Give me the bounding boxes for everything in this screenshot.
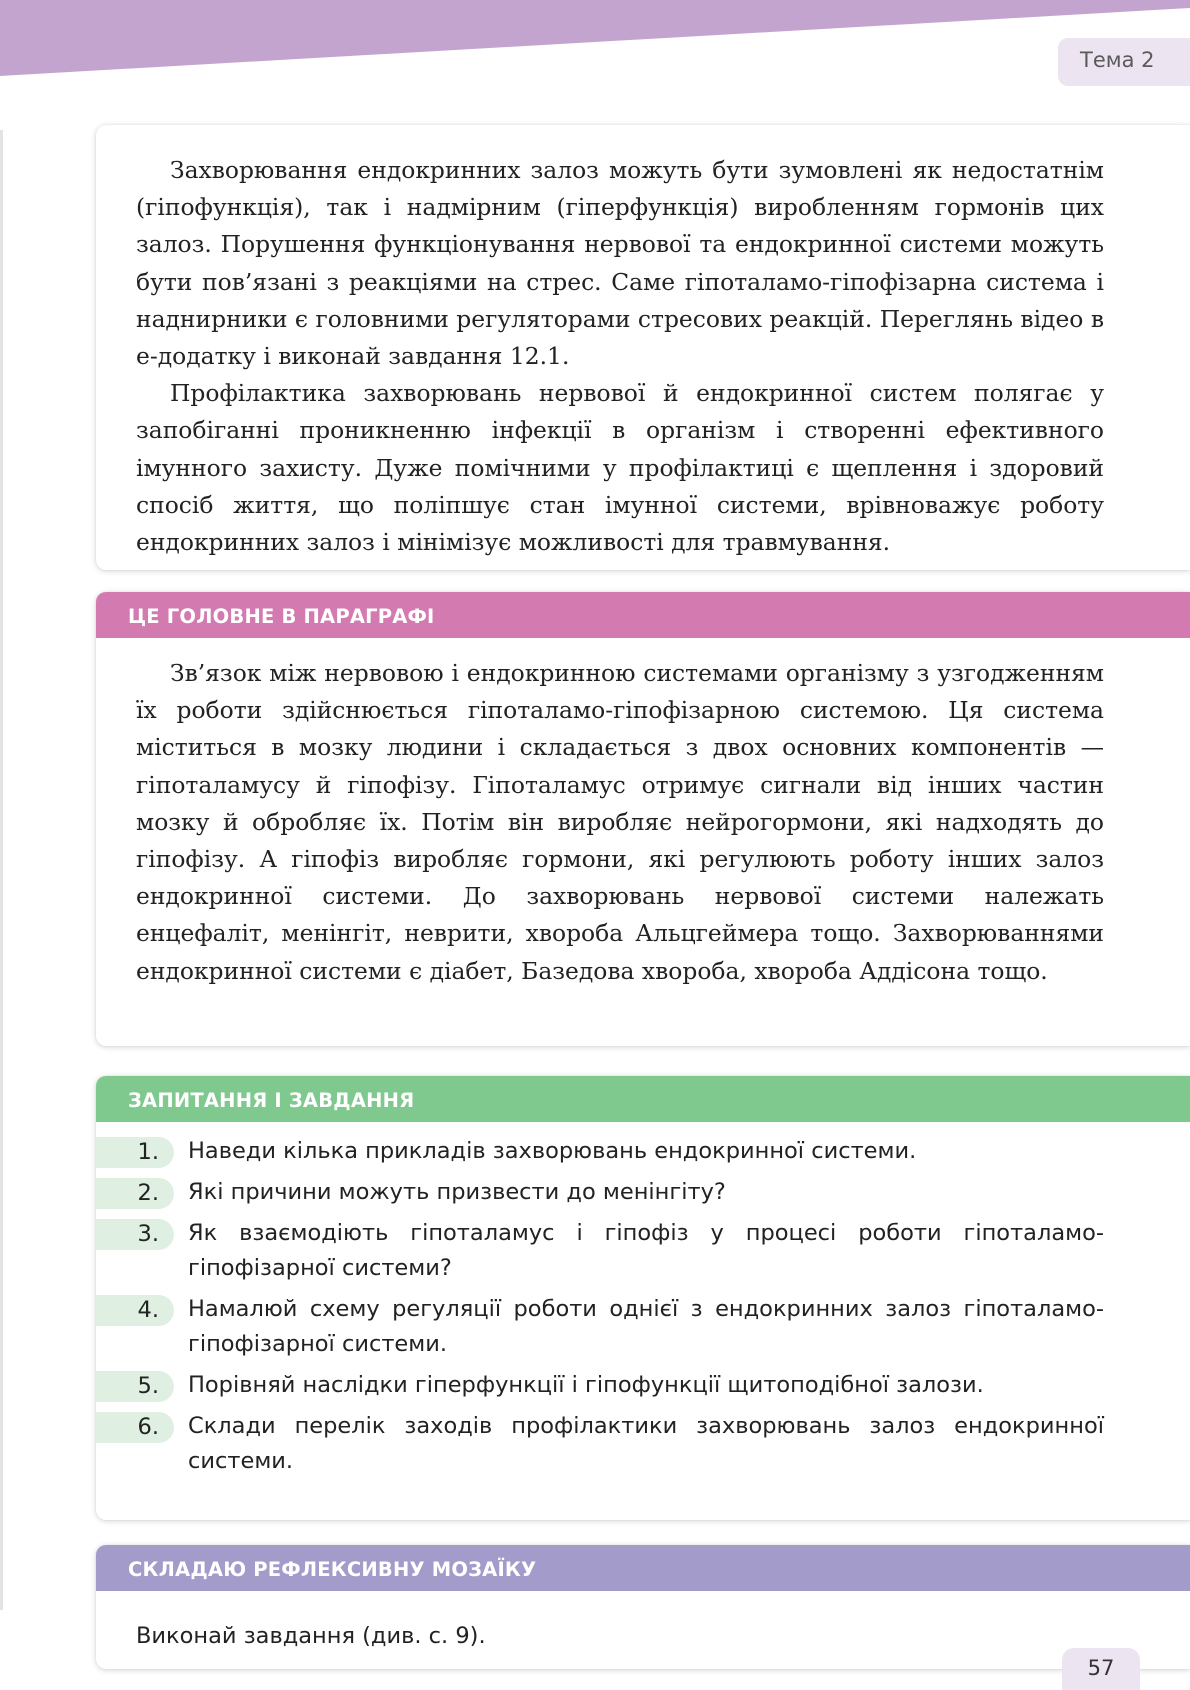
questions-card <box>96 1076 1190 1520</box>
intro-card <box>96 125 1190 570</box>
question-item <box>96 1371 1190 1406</box>
question-text: Які причини можуть призвести до менінгіту? <box>188 1179 726 1205</box>
question-number: 4. <box>96 1295 174 1326</box>
summary-paragraph: Зв’язок між нервовою і ендокринною системами організму з узгодженням їх роботи здійснюється гіпоталамо-гіпофізарною системою. Ця система міститься в мозку людини і складається з двох основних компонентів — гіпоталамусу й гіпофізу. Гіпоталамус отримує сигнали від інших частин мозку й обробляє їх. Потім він виробляє нейрогормони, які надходять до гіпофізу. А гіпофіз виробляє гормони, які регулюють роботу інших залоз ендокринної системи. До захворювань нервової системи належать енцефаліт, менінгіт, неврити, хвороба Альцгеймера тощо. Захворюваннями ендокринної системи є діабет, Базедова хвороба, хвороба Аддісона тощо. <box>136 659 1104 985</box>
intro-paragraph: Захворювання ендокринних залоз можуть бути зумовлені як недостатнім (гіпофункція), так і надмірним (гіперфункція) виробленням гормонів цих залоз. Порушення функціонування нервової та ендокринної системи можуть бути пов’язані з реакціями на стрес. Саме гіпоталамо-гіпофізарна система і наднирники є головними регуляторами стресових реакцій. Переглянь відео в е-додатку і виконай завдання 12.1. <box>136 156 1104 371</box>
intro-text <box>96 125 1190 561</box>
questions-list <box>96 1122 1190 1482</box>
question-item <box>96 1412 1190 1482</box>
question-text: Склади перелік заходів профілактики захворювань залоз ендокринної системи. <box>188 1413 1104 1474</box>
question-text: Намалюй схему регуляції роботи однієї з ендокринних залоз гіпоталамо-гіпофізарної системи. <box>188 1296 1104 1357</box>
question-item <box>96 1178 1190 1213</box>
questions-header: ЗАПИТАННЯ І ЗАВДАННЯ <box>96 1076 1190 1122</box>
question-text: Порівняй наслідки гіперфункції і гіпофункції щитоподібної залози. <box>188 1372 984 1398</box>
question-number: 3. <box>96 1219 174 1250</box>
summary-header: ЦЕ ГОЛОВНЕ В ПАРАГРАФІ <box>96 592 1190 638</box>
question-text: Як взаємодіють гіпоталамус і гіпофіз у процесі роботи гіпоталамо-гіпофізарної системи? <box>188 1220 1104 1281</box>
page-number-label: 57 <box>1087 1656 1115 1680</box>
question-number: 5. <box>96 1371 174 1402</box>
question-number: 2. <box>96 1178 174 1209</box>
page-number <box>1062 1648 1140 1690</box>
question-number: 1. <box>96 1137 174 1168</box>
left-margin-rule <box>0 130 3 1610</box>
question-item <box>96 1295 1190 1365</box>
summary-text <box>96 638 1190 990</box>
question-number: 6. <box>96 1412 174 1443</box>
question-item <box>96 1137 1190 1172</box>
summary-card <box>96 592 1190 1046</box>
question-item <box>96 1219 1190 1289</box>
reflexive-card <box>96 1545 1190 1669</box>
topic-tab <box>1058 38 1190 86</box>
question-text: Наведи кілька прикладів захворювань ендокринної системи. <box>188 1138 917 1164</box>
reflexive-text: Виконай завдання (див. с. 9). <box>136 1623 486 1649</box>
topic-label: Тема 2 <box>1080 48 1155 72</box>
reflexive-header: СКЛАДАЮ РЕФЛЕКСИВНУ МОЗАЇКУ <box>96 1545 1190 1591</box>
intro-paragraph: Профілактика захворювань нервової й ендокринної систем полягає у запобіганні проникненню інфекції в організм і створенні ефективного імунного захисту. Дуже помічними у профілактиці є щеплення і здоровий спосіб життя, що поліпшує стан імунної системи, врівноважує роботу ендокринних залоз і мінімізує можливості для травмування. <box>136 379 1104 557</box>
top-color-band <box>0 0 1190 80</box>
